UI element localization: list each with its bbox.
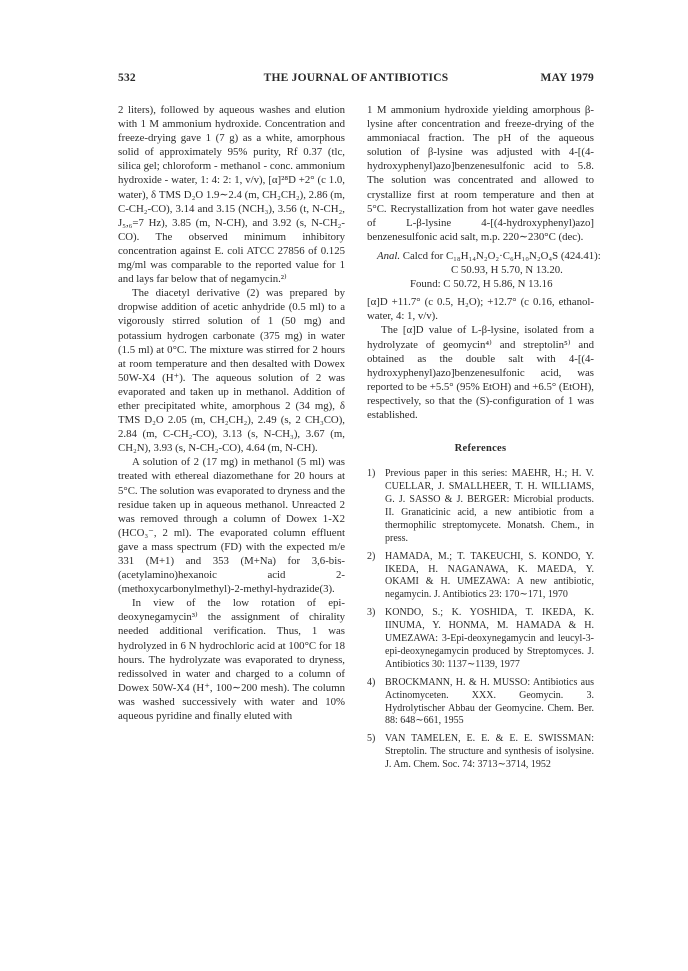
reference-text: BROCKMANN, H. & H. MUSSO: Antibiotics aus Actinomyceten. XXX. Geomycin. 3. Hydrolytischer Abbau der Geomycine. Chem. Ber. 88: 648∼661, 1955 bbox=[385, 676, 594, 727]
page-number: 532 bbox=[118, 72, 136, 84]
optical-rotation: [α]D +11.7° (c 0.5, H₂O); +12.7° (c 0.16, ethanol-water, 4: 1, v/v). bbox=[367, 296, 594, 323]
reference-text: VAN TAMELEN, E. E. & E. E. SWISSMAN: Streptolin. The structure and synthesis of isolysine. J. Am. Chem. Soc. 74: 3713∼3714, 1952 bbox=[385, 733, 594, 771]
reference-number: 5) bbox=[367, 733, 376, 745]
reference-number: 2) bbox=[367, 550, 376, 562]
paragraph-chirality: In view of the low rotation of epi-deoxynegamycin³⁾ the assignment of chirality needed additional verification. Thus, 1 was hydrolyzed in 6 N hydrochloric acid at 100°C for 18 hours. The hydrolyzate was evaporated to dryness, redissolved in water and charged to a column of Dowex 50W-X4 (H⁺, 100∼200 mesh). The column was washed successively with water and 10% aqueous pyridine and finally eluted with bbox=[118, 597, 345, 723]
analysis-found: Found: C 50.72, H 5.86, N 13.16 bbox=[410, 278, 553, 291]
issue-date: MAY 1979 bbox=[540, 72, 594, 84]
reference-number: 3) bbox=[367, 607, 376, 619]
reference-item bbox=[367, 677, 594, 729]
reference-item bbox=[367, 607, 594, 672]
references-heading: References bbox=[454, 443, 507, 455]
analysis-calcd-row bbox=[367, 249, 601, 263]
reference-text: KONDO, S.; K. YOSHIDA, T. IKEDA, K. IINUMA, Y. HONMA, M. HAMADA & H. UMEZAWA: 3-Epi-deoxynegamycin and leucyl-3-epi-deoxynegamycin produced by Streptomyces. J. Antibiotics 30: 1137∼1139, 1977 bbox=[385, 607, 594, 670]
elemental-analysis bbox=[367, 249, 601, 291]
reference-text: HAMADA, M.; T. TAKEUCHI, S. KONDO, Y. IKEDA, H. NAGANAWA, K. MAEDA, Y. OKAMI & H. UMEZAWA: A new antibiotic, negamycin. J. Antibiotics 23: 170∼171, 1970 bbox=[385, 550, 594, 601]
paragraph-diacetyl: The diacetyl derivative (2) was prepared by dropwise addition of acetic anhydride (0.5 ml) to a vigorously stirred solution of 1 (50 mg) and potassium hydrogen carbonate (375 mg) in water (1.5 ml) at 0°C. The mixture was stirred for 2 hours at room temperature and then desalted with Dowex 50W-X4 (H⁺). The aqueous solution of 2 was evaporated and taken up in methanol. Addition of ether precipitated white, amorphous 2 (34 mg), δ TMS D₂O 2.05 (m, CH₂CH₂), 2.49 (s, 2 CH₃CO), 2.84 (m, C-CH₂-CO), 3.13 (s, N-CH₃), 3.67 (m, CH₂N), 3.93 (s, N-CH₂-CO), 4.64 (m, N-CH). bbox=[118, 287, 345, 455]
paragraph-isolation: 2 liters), followed by aqueous washes and elution with 1 M ammonium hydroxide. Concentration and freeze-drying gave 1 (7 g) as a white, amorphous solid of approximately 95% purity, Rf 0.37 (tlc, silica gel; chloroform - methanol - conc. ammonium hydroxide - water, 1: 4: 2: 1, v/v), [α]²⁸D +2° (c 1.0, water), δ TMS D₂O 1.9∼2.4 (m, CH₂CH₂), 2.86 (m, C-CH₂-CO), 3.14 and 3.15 (NCH₃), 3.56 (t, N-CH₂, J₅,₆=7 Hz), 3.85 (m, N-CH), and 3.92 (s, N-CH₂-CO). The observed minimum inhibitory concentration against E. coli ATCC 27856 of 0.125 mg/ml was comparable to the reported value for 1 and lays far below that of negamycin.²⁾ bbox=[118, 104, 345, 286]
reference-number: 4) bbox=[367, 676, 376, 688]
analysis-calcd: Calcd for C₁₈H₁₄N₂O₂·C₆H₁₀N₂O₄S (424.41): bbox=[402, 249, 601, 262]
analysis-calcd-values: C 50.93, H 5.70, N 13.20. bbox=[451, 264, 563, 277]
paragraph-configuration: The [α]D value of L-β-lysine, isolated from a hydrolyzate of geomycin⁴⁾ and streptolin⁵⁾ and obtained as the double salt with 4-[(4-hydroxyphenyl)azo]benzenesulfonic acid, was reported to be +5.5° (95% EtOH) and +6.5° (EtOH), respectively, so that the (S)-configuration of 1 was established. bbox=[367, 324, 594, 421]
right-column bbox=[367, 103, 601, 777]
reference-item bbox=[367, 551, 594, 603]
paragraph-diazomethane: A solution of 2 (17 mg) in methanol (5 ml) was treated with ethereal diazomethane for 20 hours at 5°C. The solution was evaporated to dryness and the residue taken up in aqueous methanol. Unreacted 2 was removed through a column of Dowex 1-X2 (HCO₃⁻, 2 ml). The evaporated column effluent gave a mass spectrum (FD) with the expected m/e 331 (M+1) and 353 (M+Na) for 3,6-bis-(acetylamino)hexanoic acid 2-(methoxycarbonylmethyl)-2-methyl-hydrazide(3). bbox=[118, 456, 345, 596]
left-column bbox=[118, 103, 345, 723]
reference-item bbox=[367, 468, 594, 545]
reference-number: 1) bbox=[367, 468, 376, 480]
analysis-label: Anal. bbox=[377, 249, 401, 262]
paragraph-beta-lysine: 1 M ammonium hydroxide yielding amorphous β-lysine after concentration and freeze-drying of the ammoniacal fraction. The pH of the aqueous solution of β-lysine was adjusted with 4-[(4-hydroxyphenyl)azo]benzenesulfonic acid to 5.8. The solution was concentrated and allowed to crystallize first at room temperature and then at 5°C. Recrystallization from hot water gave needles of L-β-lysine 4-[(4-hydroxyphenyl)azo] benzenesulfonic acid salt, m.p. 220∼230°C (dec). bbox=[367, 104, 594, 243]
reference-item bbox=[367, 733, 594, 772]
running-header bbox=[118, 72, 594, 88]
reference-text: Previous paper in this series: MAEHR, H.; H. V. CUELLAR, J. SMALLHEER, T. H. WILLIAMS, G. J. SASSO & J. BERGER: Microbial products. II. Granaticinic acid, a new antibiotic from a thermophilic streptomycete. Monatsh. Chem., in press. bbox=[385, 468, 594, 544]
journal-title: THE JOURNAL OF ANTIBIOTICS bbox=[263, 72, 449, 84]
